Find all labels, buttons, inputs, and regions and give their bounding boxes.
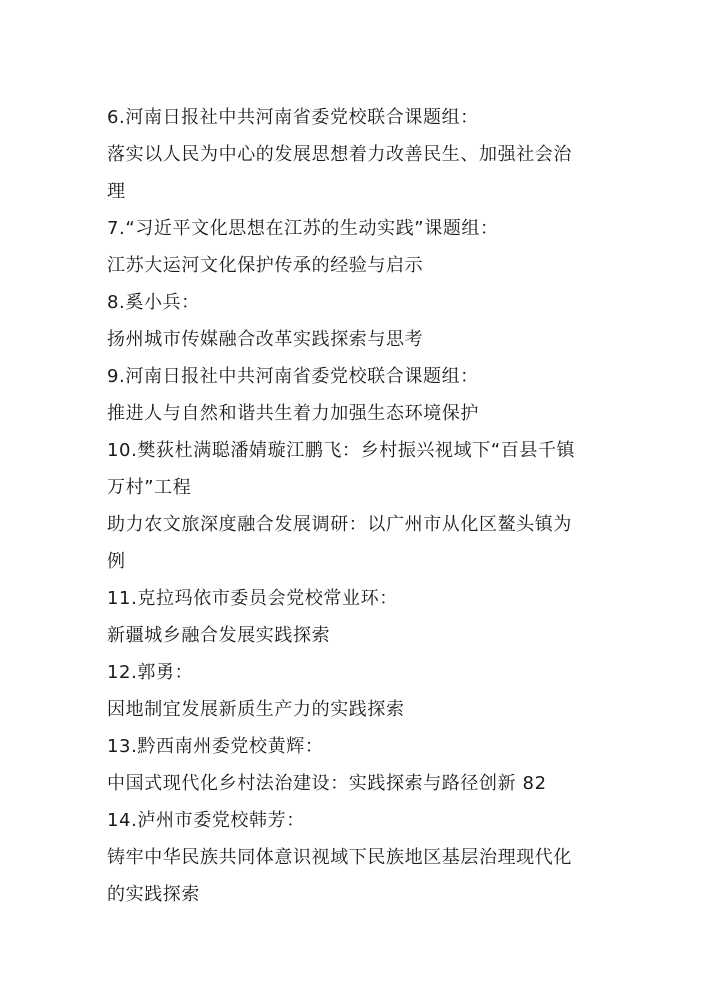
text-line: 扬州城市传媒融合改革实践探索与思考 [107, 329, 424, 350]
text-line: 12.郭勇： [107, 662, 194, 683]
text-line: 13.黔西南州委党校黄辉： [107, 736, 324, 757]
text-line: 例 [107, 551, 126, 572]
text-line: 8.奚小兵： [107, 292, 200, 313]
text-line: 7.“习近平文化思想在江苏的生动实践”课题组： [107, 218, 499, 239]
text-line: 铸牢中华民族共同体意识视域下民族地区基层治理现代化 [107, 847, 572, 868]
document-body [107, 99, 607, 913]
text-line: 中国式现代化乡村法治建设：实践探索与路径创新 82 [107, 773, 547, 794]
text-line: 万村”工程 [107, 477, 192, 498]
text-line: 助力农文旅深度融合发展调研：以广州市从化区鳌头镇为 [107, 514, 572, 535]
text-line: 理 [107, 181, 126, 202]
text-line: 6.河南日报社中共河南省委党校联合课题组： [107, 107, 479, 128]
text-line: 14.泸州市委党校韩芳： [107, 810, 305, 831]
text-line: 新疆城乡融合发展实践探索 [107, 625, 331, 646]
text-line: 江苏大运河文化保护传承的经验与启示 [107, 255, 424, 276]
text-line: 11.克拉玛依市委员会党校常业环： [107, 588, 398, 609]
text-line: 9.河南日报社中共河南省委党校联合课题组： [107, 366, 479, 387]
text-line: 的实践探索 [107, 884, 200, 905]
text-line: 10.樊荻杜满聪潘婧璇江鹏飞：乡村振兴视域下“百县千镇 [107, 440, 576, 461]
text-line: 落实以人民为中心的发展思想着力改善民生、加强社会治 [107, 144, 572, 165]
text-line: 推进人与自然和谐共生着力加强生态环境保护 [107, 403, 479, 424]
text-line: 因地制宜发展新质生产力的实践探索 [107, 699, 405, 720]
